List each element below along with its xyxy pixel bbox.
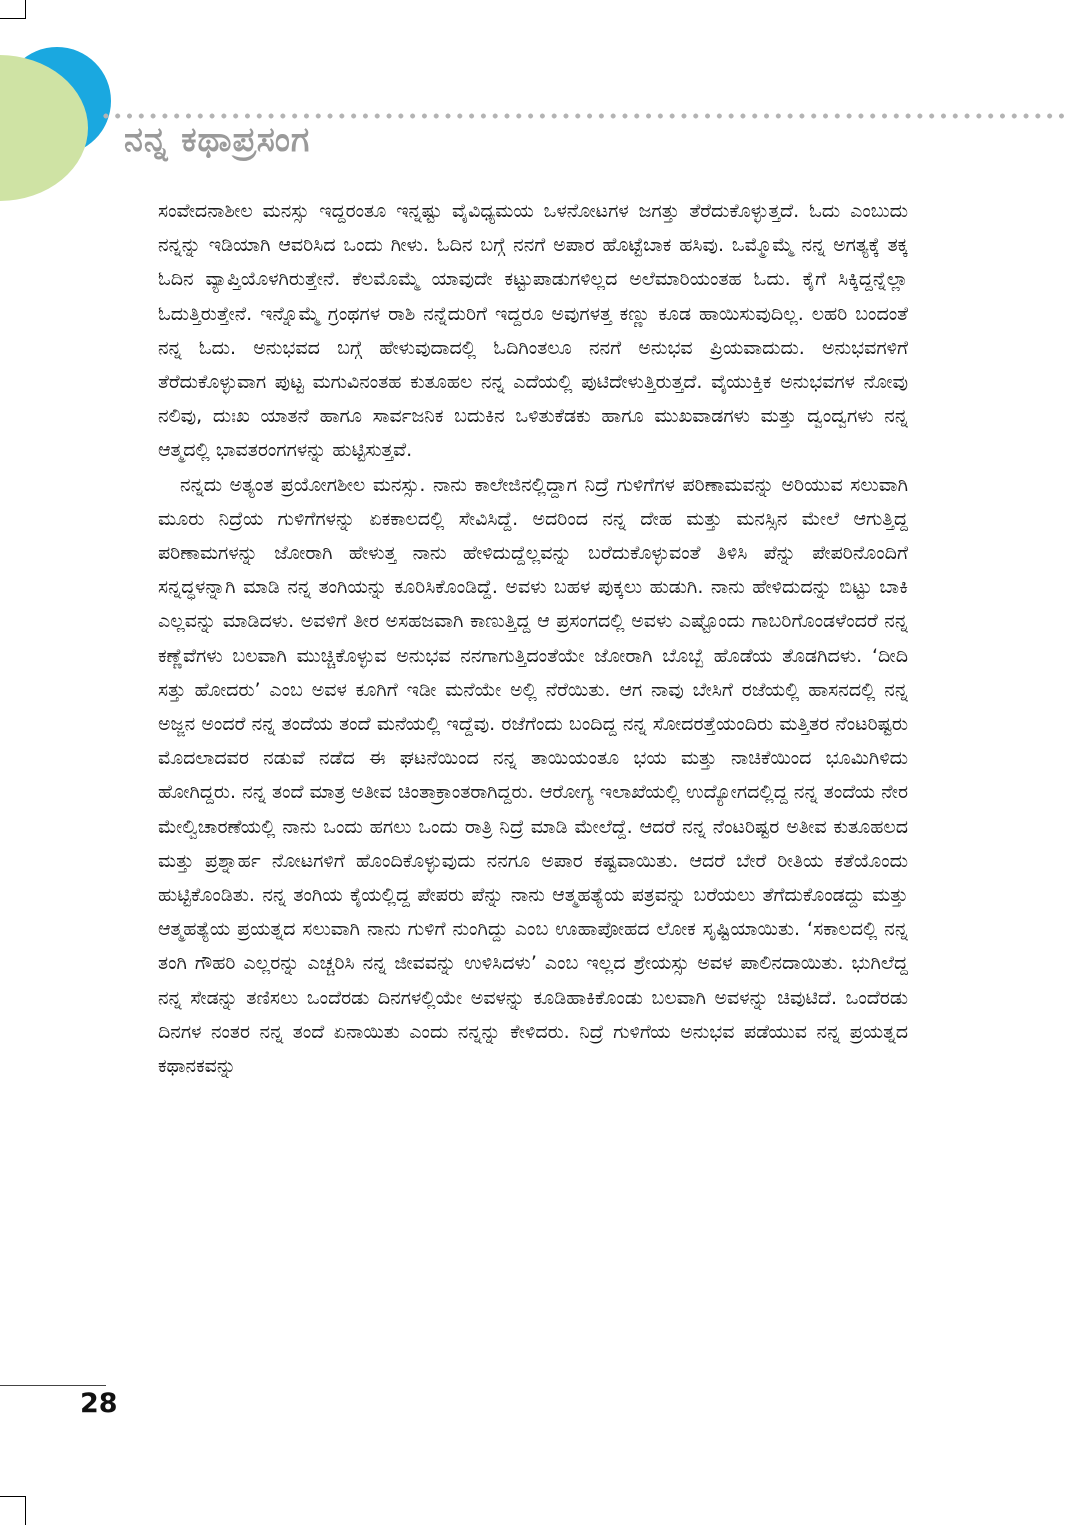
paragraph-1: ಸಂವೇದನಾಶೀಲ ಮನಸ್ಸು ಇದ್ದರಂತೂ ಇನ್ನಷ್ಟು ವೈವಿಧ್ಯಮಯ ಒಳನೋಟಗಳ ಜಗತ್ತು ತೆರೆದುಕೊಳ್ಳುತ್ತದೆ. ಓದು ಎಂಬುದು ನನ್ನನ್ನು ಇಡಿಯಾಗಿ ಆವರಿಸಿದ ಒಂದು ಗೀಳು. ಓದಿನ ಬಗ್ಗೆ ನನಗೆ ಅಪಾರ ಹೊಟ್ಟೆಬಾಕ ಹಸಿವು. ಒಮ್ಮೊಮ್ಮೆ ನನ್ನ ಅಗತ್ಯಕ್ಕೆ ತಕ್ಕ ಓದಿನ ವ್ಯಾಪ್ತಿಯೊಳಗಿರುತ್ತೇನೆ. ಕೆಲಮೊಮ್ಮೆ ಯಾವುದೇ ಕಟ್ಟುಪಾಡುಗಳಿಲ್ಲದ ಅಲೆಮಾರಿಯಂತಹ ಓದು. ಕೈಗೆ ಸಿಕ್ಕಿದ್ದನ್ನೆಲ್ಲಾ ಓದುತ್ತಿರುತ್ತೇನೆ. ಇನ್ನೊಮ್ಮೆ ಗ್ರಂಥಗಳ ರಾಶಿ ನನ್ನೆದುರಿಗೆ ಇದ್ದರೂ ಅವುಗಳತ್ತ ಕಣ್ಣು ಕೂಡ ಹಾಯಿಸುವುದಿಲ್ಲ. ಲಹರಿ ಬಂದಂತೆ ನನ್ನ ಓದು. ಅನುಭವದ ಬಗ್ಗೆ ಹೇಳುವುದಾದಲ್ಲಿ ಓದಿಗಿಂತಲೂ ನನಗೆ ಅನುಭವ ಪ್ರಿಯವಾದುದು. ಅನುಭವಗಳಿಗೆ ತೆರೆದುಕೊಳ್ಳುವಾಗ ಪುಟ್ಟ ಮಗುವಿನಂತಹ ಕುತೂಹಲ ನನ್ನ ಎದೆಯಲ್ಲಿ ಪುಟಿದೇಳುತ್ತಿರುತ್ತದೆ. ವೈಯುಕ್ತಿಕ ಅನುಭವಗಳ ನೋವು ನಲಿವು, ದುಃಖ ಯಾತನೆ ಹಾಗೂ ಸಾರ್ವಜನಿಕ ಬದುಕಿನ ಒಳಿತುಕೆಡಕು ಹಾಗೂ ಮುಖವಾಡಗಳು ಮತ್ತು ದ್ವಂದ್ವಗಳು ನನ್ನ ಆತ್ಮದಲ್ಲಿ ಭಾವತರಂಗಗಳನ್ನು ಹುಟ್ಟಿಸುತ್ತವೆ. [158, 200, 908, 462]
crop-mark-bottom-left-horizontal [0, 1496, 26, 1497]
page-number: 28 [80, 1388, 118, 1419]
crop-mark-top-left-vertical [25, 0, 26, 19]
page-title: ನನ್ನ ಕಥಾಪ್ರಸಂಗ [124, 120, 311, 160]
body-text [158, 194, 908, 1394]
paragraph-2: ನನ್ನದು ಅತ್ಯಂತ ಪ್ರಯೋಗಶೀಲ ಮನಸ್ಸು. ನಾನು ಕಾಲೇಜಿನಲ್ಲಿದ್ದಾಗ ನಿದ್ರೆ ಗುಳಿಗೆಗಳ ಪರಿಣಾಮವನ್ನು ಅರಿಯುವ ಸಲುವಾಗಿ ಮೂರು ನಿದ್ರೆಯ ಗುಳಿಗೆಗಳನ್ನು ಏಕಕಾಲದಲ್ಲಿ ಸೇವಿಸಿದ್ದೆ. ಅದರಿಂದ ನನ್ನ ದೇಹ ಮತ್ತು ಮನಸ್ಸಿನ ಮೇಲೆ ಆಗುತ್ತಿದ್ದ ಪರಿಣಾಮಗಳನ್ನು ಜೋರಾಗಿ ಹೇಳುತ್ತ ನಾನು ಹೇಳಿದುದ್ದೆಲ್ಲವನ್ನು ಬರೆದುಕೊಳ್ಳುವಂತೆ ತಿಳಿಸಿ ಪೆನ್ನು ಪೇಪರಿನೊಂದಿಗೆ ಸನ್ನದ್ಧಳನ್ನಾಗಿ ಮಾಡಿ ನನ್ನ ತಂಗಿಯನ್ನು ಕೂರಿಸಿಕೊಂಡಿದ್ದೆ. ಅವಳು ಬಹಳ ಪುಕ್ಕಲು ಹುಡುಗಿ. ನಾನು ಹೇಳಿದುದನ್ನು ಬಿಟ್ಟು ಬಾಕಿ ಎಲ್ಲವನ್ನು ಮಾಡಿದಳು. ಅವಳಿಗೆ ತೀರ ಅಸಹಜವಾಗಿ ಕಾಣುತ್ತಿದ್ದ ಆ ಪ್ರಸಂಗದಲ್ಲಿ ಅವಳು ಎಷ್ಟೊಂದು ಗಾಬರಿಗೊಂಡಳೆಂದರೆ ನನ್ನ ಕಣ್ಣೆವೆಗಳು ಬಲವಾಗಿ ಮುಚ್ಚಿಕೊಳ್ಳುವ ಅನುಭವ ನನಗಾಗುತ್ತಿದಂತೆಯೇ ಜೋರಾಗಿ ಬೊಬ್ಬೆ ಹೊಡೆಯ ತೊಡಗಿದಳು. ‘ದೀದಿ ಸತ್ತು ಹೋದರು’ ಎಂಬ ಅವಳ ಕೂಗಿಗೆ ಇಡೀ ಮನೆಯೇ ಅಲ್ಲಿ ನೆರೆಯಿತು. ಆಗ ನಾವು ಬೇಸಿಗೆ ರಜೆಯಲ್ಲಿ ಹಾಸನದಲ್ಲಿ ನನ್ನ ಅಜ್ಜನ ಅಂದರೆ ನನ್ನ ತಂದೆಯ ತಂದೆ ಮನೆಯಲ್ಲಿ ಇದ್ದೆವು. ರಜೆಗೆಂದು ಬಂದಿದ್ದ ನನ್ನ ಸೋದರತ್ತೆಯಂದಿರು ಮತ್ತಿತರ ನೆಂಟರಿಷ್ಟರು ಮೊದಲಾದವರ ನಡುವೆ ನಡೆದ ಈ ಘಟನೆಯಿಂದ ನನ್ನ ತಾಯಿಯಂತೂ ಭಯ ಮತ್ತು ನಾಚಿಕೆಯಿಂದ ಭೂಮಿಗಿಳಿದು ಹೋಗಿದ್ದರು. ನನ್ನ ತಂದೆ ಮಾತ್ರ ಅತೀವ ಚಿಂತಾಕ್ರಾಂತರಾಗಿದ್ದರು. ಆರೋಗ್ಯ ಇಲಾಖೆಯಲ್ಲಿ ಉದ್ಯೋಗದಲ್ಲಿದ್ದ ನನ್ನ ತಂದೆಯ ನೇರ ಮೇಲ್ವಿಚಾರಣೆಯಲ್ಲಿ ನಾನು ಒಂದು ಹಗಲು ಒಂದು ರಾತ್ರಿ ನಿದ್ರೆ ಮಾಡಿ ಮೇಲೆದ್ದೆ. ಆದರೆ ನನ್ನ ನೆಂಟರಿಷ್ಟರ ಅತೀವ ಕುತೂಹಲದ ಮತ್ತು ಪ್ರಶ್ನಾರ್ಹ ನೋಟಗಳಿಗೆ ಹೊಂದಿಕೊಳ್ಳುವುದು ನನಗೂ ಅಪಾರ ಕಷ್ಟವಾಯಿತು. ಆದರೆ ಬೇರೆ ರೀತಿಯ ಕತೆಯೊಂದು ಹುಟ್ಟಿಕೊಂಡಿತು. ನನ್ನ ತಂಗಿಯ ಕೈಯಲ್ಲಿದ್ದ ಪೇಪರು ಪೆನ್ನು ನಾನು ಆತ್ಮಹತ್ಯೆಯ ಪತ್ರವನ್ನು ಬರೆಯಲು ತೆಗೆದುಕೊಂಡದ್ದು ಮತ್ತು ಆತ್ಮಹತ್ಯೆಯ ಪ್ರಯತ್ನದ ಸಲುವಾಗಿ ನಾನು ಗುಳಿಗೆ ನುಂಗಿದ್ದು ಎಂಬ ಊಹಾಪೋಹದ ಲೋಕ ಸೃಷ್ಟಿಯಾಯಿತು. ‘ಸಕಾಲದಲ್ಲಿ ನನ್ನ ತಂಗಿ ಗೌಹರಿ ಎಲ್ಲರನ್ನು ಎಚ್ಚರಿಸಿ ನನ್ನ ಜೀವವನ್ನು ಉಳಿಸಿದಳು’ ಎಂಬ ಇಲ್ಲದ ಶ್ರೇಯಸ್ಸು ಅವಳ ಪಾಲಿನದಾಯಿತು. ಭುಗಿಲೆದ್ದ ನನ್ನ ಸೇಡನ್ನು ತಣಿಸಲು ಒಂದೆರಡು ದಿನಗಳಲ್ಲಿಯೇ ಅವಳನ್ನು ಕೂಡಿಹಾಕಿಕೊಂಡು ಬಲವಾಗಿ ಅವಳನ್ನು ಚಿವುಟಿದೆ. ಒಂದೆರಡು ದಿನಗಳ ನಂತರ ನನ್ನ ತಂದೆ ಏನಾಯಿತು ಎಂದು ನನ್ನನ್ನು ಕೇಳಿದರು. ನಿದ್ರೆ ಗುಳಿಗೆಯ ಅನುಭವ ಪಡೆಯುವ ನನ್ನ ಪ್ರಯತ್ನದ ಕಥಾನಕವನ್ನು [158, 473, 908, 1078]
crop-mark-bottom-left-vertical [25, 1496, 26, 1525]
crop-mark-top-left-horizontal [0, 18, 26, 19]
